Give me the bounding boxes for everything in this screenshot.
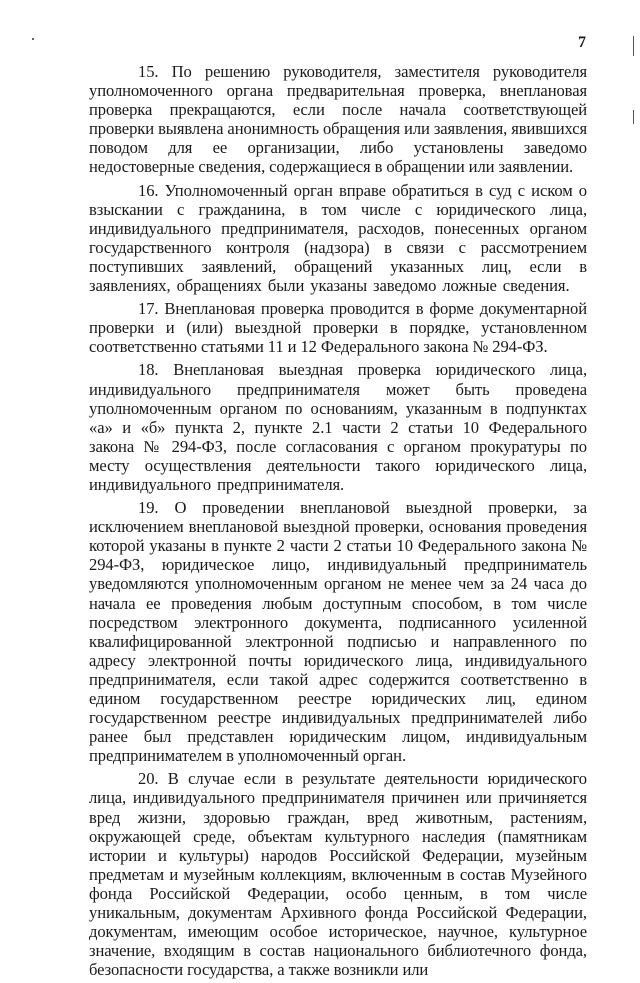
scan-speck xyxy=(32,38,34,40)
scan-edge-mark xyxy=(633,110,634,124)
paragraph-19: 19. О проведении внеплановой выездной проверки, за исключением внеплановой выездной проверки, основания проведения которой указаны в пункте 2 части 2 статьи 10 Федерального закона № 294-ФЗ, юридическое лицо, индивидуальный предприниматель уведомляются уполномоченным органом не менее чем за 24 часа до начала ее проведения любым доступным способом, в том числе посредством электронного документа, подписанного усиленной квалифицированной электронной подписью и направленного по адресу электронной почты юридического лица, индивидуального предпринимателя, если такой адрес содержится соответственно в едином государственном реестре юридических лиц, едином государственном реестре индивидуальных предпринимателей либо ранее был представлен юридическим лицом, индивидуальным предпринимателем в уполномоченный орган. xyxy=(89,498,587,766)
paragraph-17: 17. Внеплановая проверка проводится в форме документарной проверки и (или) выездной проверки в порядке, установленном соответственно статьями 11 и 12 Федерального закона № 294-ФЗ. xyxy=(89,299,587,357)
page-number: 7 xyxy=(578,34,586,51)
paragraph-15: 15. По решению руководителя, заместителя руководителя уполномоченного органа предварительная проверка, внеплановая проверка прекращаются, если после начала соответствующей проверки выявлена анонимность обращения или заявления, явившихся поводом для ее организации, либо установлены заведомо недостоверные сведения, содержащиеся в обращении или заявлении. xyxy=(89,62,588,177)
paragraph-16: 16. Уполномоченный орган вправе обратиться в суд с иском о взыскании с гражданина, в том числе с юридического лица, индивидуального предпринимателя, расходов, понесенных органом государственного контроля (надзора) в связи с рассмотрением поступивших заявлений, обращений указанных лиц, если в заявлениях, обращениях были указаны заведомо ложные сведения. xyxy=(89,180,587,296)
scan-edge-mark xyxy=(633,36,634,56)
paragraph-20: 20. В случае если в результате деятельности юридического лица, индивидуального предпринимателя причинен или причиняется вред жизни, здоровью граждан, вред животным, растениям, окружающей среде, объектам культурного наследия (памятникам истории и культуры) народов Российской Федерации, музейным предметам и музейным коллекциям, включенным в состав Музейного фонда Российской Федерации, особо ценным, в том числе уникальным, документам Архивного фонда Российской Федерации, документам, имеющим особое историческое, научное, культурное значение, входящим в состав национального библиотечного фонда, безопасности государства, а также возникли или xyxy=(89,769,587,980)
paragraph-18: 18. Внеплановая выездная проверка юридического лица, индивидуального предпринимателя может быть проведена уполномоченным органом по основаниям, указанным в подпунктах «а» и «б» пункта 2, пункте 2.1 части 2 статьи 10 Федерального закона № 294-ФЗ, после согласования с органом прокуратуры по месту осуществления деятельности такого юридического лица, индивидуального предпринимателя. xyxy=(89,360,587,494)
document-body xyxy=(89,62,587,983)
